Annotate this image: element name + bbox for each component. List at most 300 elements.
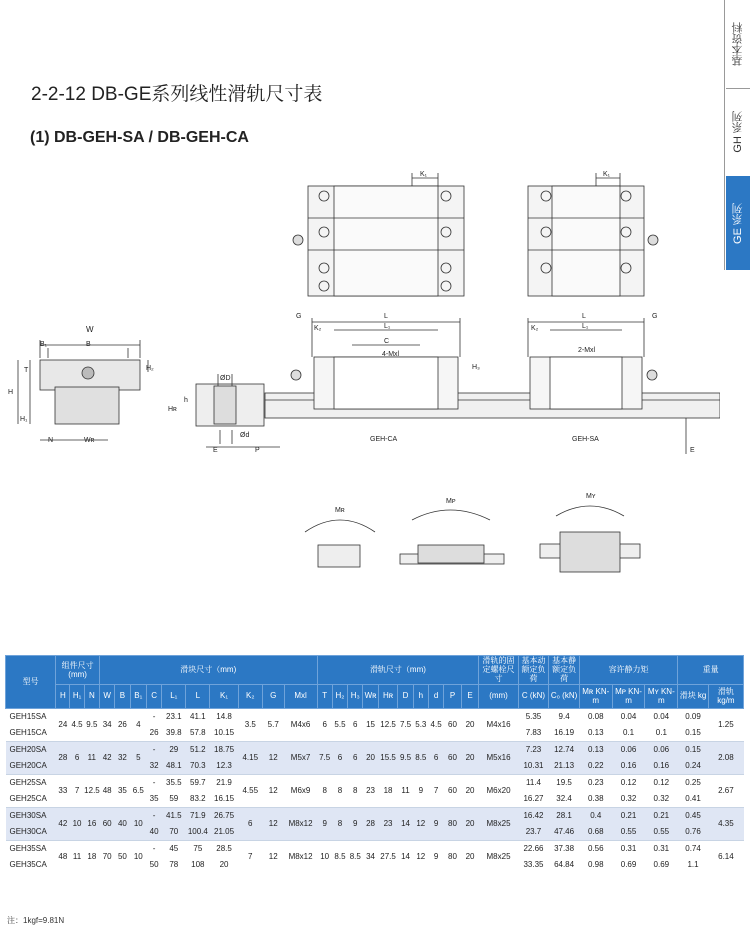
model-cell: GEH35SA bbox=[6, 840, 56, 857]
label-k1-left: K₁ bbox=[420, 171, 428, 178]
table-cell: M8x25 bbox=[479, 840, 518, 873]
table-cell: 7.5 bbox=[317, 741, 332, 774]
label-mp: Mᴘ bbox=[446, 498, 456, 505]
table-cell: 0.06 bbox=[645, 741, 678, 758]
table-cell: 57.8 bbox=[190, 728, 206, 738]
table-cell: 4 bbox=[130, 708, 146, 741]
table-cell: 0.74 bbox=[678, 840, 709, 857]
table-cell: 41.1 bbox=[186, 708, 210, 725]
table-cell: 4.5 bbox=[428, 708, 443, 741]
label-l1-left: L₁ bbox=[384, 323, 391, 330]
table-cell: 16.15 bbox=[214, 794, 235, 804]
table-cell: 10.31 bbox=[518, 758, 549, 775]
table-cell: 9 bbox=[428, 840, 443, 873]
label-h1: H₁ bbox=[20, 416, 28, 423]
table-cell: 10 bbox=[70, 807, 84, 840]
table-cell: 9 bbox=[428, 807, 443, 840]
table-cell: 1.25 bbox=[708, 708, 743, 741]
table-cell: 48 bbox=[100, 774, 115, 807]
header-block: 滑块尺寸（mm) bbox=[100, 656, 318, 685]
model-cell: GEH15SA bbox=[6, 708, 56, 725]
model-cell: GEH35CA bbox=[9, 860, 47, 870]
table-cell: 16.19 bbox=[554, 728, 575, 738]
table-cell: 12 bbox=[413, 807, 428, 840]
table-cell: 34 bbox=[363, 840, 378, 873]
table-cell: 35 bbox=[149, 794, 159, 804]
spec-table-body bbox=[6, 708, 744, 873]
table-cell: 0.21 bbox=[612, 807, 645, 824]
table-cell: 0.21 bbox=[645, 807, 678, 824]
table-cell: 20 bbox=[363, 741, 378, 774]
column-header: W bbox=[100, 684, 115, 708]
side-view bbox=[265, 318, 720, 454]
label-hr: Hʀ bbox=[168, 406, 177, 413]
table-cell: 4.15 bbox=[238, 741, 262, 774]
table-cell: 9.4 bbox=[549, 708, 580, 725]
table-cell: 12 bbox=[262, 807, 284, 840]
table-cell: 45 bbox=[162, 840, 186, 857]
table-cell: 20 bbox=[461, 708, 479, 741]
table-cell: 10.15 bbox=[214, 728, 235, 738]
model-cell: GEH25CA bbox=[9, 794, 47, 804]
label-e-left: E bbox=[213, 447, 218, 454]
table-cell: 0.24 bbox=[678, 758, 709, 775]
table-cell: 16.27 bbox=[523, 794, 544, 804]
label-c: C bbox=[384, 338, 390, 345]
model-cell: GEH20CA bbox=[6, 758, 56, 775]
table-cell: 0.32 bbox=[620, 794, 637, 804]
table-cell: 9 bbox=[413, 774, 428, 807]
table-cell: 15.5 bbox=[378, 741, 398, 774]
tab-basic-info[interactable] bbox=[726, 0, 750, 89]
table-cell: 9.5 bbox=[398, 741, 413, 774]
column-header: Wʀ bbox=[363, 684, 378, 708]
table-cell: 39.8 bbox=[166, 728, 182, 738]
table-cell: 42 bbox=[100, 741, 115, 774]
table-cell: 7.23 bbox=[518, 741, 549, 758]
table-cell: 0.15 bbox=[678, 741, 709, 758]
table-cell: 5.7 bbox=[262, 708, 284, 741]
label-geh-sa: GEH-SA bbox=[572, 436, 599, 443]
table-cell: 0.16 bbox=[612, 758, 645, 775]
table-cell: 28.5 bbox=[210, 840, 238, 857]
model-cell: GEH30SA bbox=[6, 807, 56, 824]
label-geh-ca: GEH-CA bbox=[370, 436, 398, 443]
header-assembly: 组件尺寸 (mm) bbox=[56, 656, 100, 685]
label-e-right: E bbox=[690, 447, 695, 454]
table-cell: 48 bbox=[56, 840, 70, 873]
model-cell: GEH30CA bbox=[6, 824, 56, 841]
tab-label: GH 系列 bbox=[732, 111, 744, 153]
table-cell: M5x7 bbox=[284, 741, 317, 774]
front-section-view bbox=[18, 340, 148, 440]
table-cell: 7.5 bbox=[398, 708, 413, 741]
table-cell: M6x20 bbox=[479, 774, 518, 807]
table-cell: M8x25 bbox=[479, 807, 518, 840]
table-cell: 23.7 bbox=[518, 824, 549, 841]
table-cell: 0.15 bbox=[685, 728, 701, 738]
table-cell: 0.55 bbox=[645, 824, 678, 841]
header-dyn: 基本动额定负荷 bbox=[518, 656, 549, 685]
table-cell: 32 bbox=[146, 758, 161, 775]
column-header: Mʀ KN-m bbox=[579, 684, 612, 708]
table-cell: 28 bbox=[363, 807, 378, 840]
column-header: L bbox=[186, 684, 210, 708]
table-cell: 33 bbox=[56, 774, 70, 807]
table-cell: 6 bbox=[348, 708, 363, 741]
top-view-ca bbox=[293, 173, 464, 296]
table-cell: 59 bbox=[169, 794, 179, 804]
moment-my-diagram bbox=[540, 506, 640, 572]
table-cell: 3.5 bbox=[238, 708, 262, 741]
column-header: N bbox=[84, 684, 99, 708]
table-cell: 70.3 bbox=[186, 758, 210, 775]
table-cell: 0.22 bbox=[579, 758, 612, 775]
table-cell: 4.5 bbox=[70, 708, 84, 741]
header-model: 型号 bbox=[6, 656, 56, 709]
column-header: B bbox=[115, 684, 130, 708]
table-cell: M6x9 bbox=[284, 774, 317, 807]
table-cell: 21.05 bbox=[210, 824, 238, 841]
model-cell: GEH20SA bbox=[6, 741, 56, 758]
table-cell: 50 bbox=[115, 840, 130, 873]
footnote: 注：1kgf=9.81N bbox=[7, 916, 65, 925]
column-header: 滑轨 kg/m bbox=[708, 684, 743, 708]
table-cell: 0.55 bbox=[612, 824, 645, 841]
column-header: G bbox=[262, 684, 284, 708]
table-cell: 26.75 bbox=[210, 807, 238, 824]
table-cell: 50 bbox=[149, 860, 159, 870]
table-cell: 18.75 bbox=[210, 741, 238, 758]
label-od-bottom: Ød bbox=[240, 432, 250, 439]
table-cell: 0.09 bbox=[678, 708, 709, 725]
table-cell: 83.2 bbox=[190, 794, 206, 804]
side-tabs bbox=[724, 0, 750, 270]
table-cell: 35 bbox=[115, 774, 130, 807]
column-header: d bbox=[428, 684, 443, 708]
table-cell: 0.41 bbox=[685, 794, 701, 804]
table-cell: 78 bbox=[169, 860, 179, 870]
label-g-left: G bbox=[296, 313, 302, 320]
table-cell: 0.32 bbox=[653, 794, 670, 804]
table-cell: 23 bbox=[363, 774, 378, 807]
table-cell: 0.1 bbox=[622, 728, 635, 738]
page-title: 2-2-12 DB-GE系列线性滑轨尺寸表 bbox=[31, 84, 323, 105]
table-cell: 28 bbox=[56, 741, 70, 774]
table-cell: 48.1 bbox=[162, 758, 186, 775]
table-cell: 33.35 bbox=[523, 860, 544, 870]
table-row bbox=[6, 708, 744, 725]
header-weight: 重量 bbox=[678, 656, 744, 685]
label-4-mxl: 4-Mxl bbox=[382, 351, 400, 358]
table-cell: 8 bbox=[348, 774, 363, 807]
model-cell: GEH15CA bbox=[9, 728, 47, 738]
table-cell: 20 bbox=[461, 807, 479, 840]
section-title: (1) DB-GEH-SA / DB-GEH-CA bbox=[30, 129, 249, 146]
column-header: E bbox=[461, 684, 479, 708]
label-h-small: h bbox=[184, 397, 188, 404]
table-cell: 40 bbox=[115, 807, 130, 840]
label-l1-right: L₁ bbox=[582, 323, 589, 330]
table-cell: 8.5 bbox=[348, 840, 363, 873]
table-cell: 40 bbox=[146, 824, 161, 841]
table-cell: 6 bbox=[348, 741, 363, 774]
label-l-left: L bbox=[384, 313, 388, 320]
table-row bbox=[6, 807, 744, 824]
table-cell: 1.1 bbox=[687, 860, 699, 870]
header-column-row bbox=[6, 684, 744, 708]
column-header: C (kN) bbox=[518, 684, 549, 708]
column-header: C₀ (kN) bbox=[549, 684, 580, 708]
table-cell: - bbox=[146, 840, 161, 857]
table-cell: 0.12 bbox=[612, 774, 645, 791]
column-header: K₁ bbox=[210, 684, 238, 708]
table-cell: 60 bbox=[444, 741, 461, 774]
table-cell: 2.67 bbox=[708, 774, 743, 807]
table-cell: 28.1 bbox=[549, 807, 580, 824]
column-header: D bbox=[398, 684, 413, 708]
table-cell: 23.1 bbox=[162, 708, 186, 725]
table-cell: 6 bbox=[238, 807, 262, 840]
table-cell: 42 bbox=[56, 807, 70, 840]
table-cell: 6 bbox=[70, 741, 84, 774]
table-cell: 12 bbox=[262, 774, 284, 807]
table-row bbox=[6, 774, 744, 791]
table-cell: 0.08 bbox=[579, 708, 612, 725]
table-cell: 14 bbox=[398, 840, 413, 873]
table-cell: 0.31 bbox=[645, 840, 678, 857]
column-header: (mm) bbox=[479, 684, 518, 708]
table-cell: 70 bbox=[100, 840, 115, 873]
table-cell: 0.06 bbox=[612, 741, 645, 758]
header-bolt: 滑轨的固定螺栓尺寸 bbox=[479, 656, 518, 685]
table-cell: 64.84 bbox=[554, 860, 575, 870]
column-header: Mʏ KN-m bbox=[645, 684, 678, 708]
table-cell: - bbox=[146, 807, 161, 824]
table-cell: 26 bbox=[149, 728, 159, 738]
table-cell: 0.1 bbox=[655, 728, 667, 738]
table-cell: M4x6 bbox=[284, 708, 317, 741]
table-cell: 0.56 bbox=[579, 840, 612, 857]
label-k2-left: K₂ bbox=[314, 325, 322, 332]
table-cell: 8 bbox=[332, 774, 347, 807]
column-header: C bbox=[146, 684, 161, 708]
model-cell: GEH25SA bbox=[6, 774, 56, 791]
table-cell: 20 bbox=[461, 840, 479, 873]
header-group-row bbox=[6, 656, 744, 685]
table-cell: 15 bbox=[363, 708, 378, 741]
table-cell: 19.5 bbox=[549, 774, 580, 791]
column-header: 滑块 kg bbox=[678, 684, 709, 708]
table-cell: 41.5 bbox=[162, 807, 186, 824]
tab-gh-series[interactable] bbox=[726, 88, 750, 176]
table-cell: 5.3 bbox=[413, 708, 428, 741]
table-cell: 22.66 bbox=[518, 840, 549, 857]
table-cell: 0.23 bbox=[579, 774, 612, 791]
label-b1: B₁ bbox=[40, 341, 48, 348]
header-rail: 滑轨尺寸（mm) bbox=[317, 656, 479, 685]
table-cell: 4.35 bbox=[708, 807, 743, 840]
table-cell: 14 bbox=[398, 807, 413, 840]
column-header: L₁ bbox=[162, 684, 186, 708]
table-cell: 11.4 bbox=[518, 774, 549, 791]
table-cell: 51.2 bbox=[186, 741, 210, 758]
table-cell: 0.4 bbox=[579, 807, 612, 824]
column-header: K₂ bbox=[238, 684, 262, 708]
table-cell: 0.12 bbox=[645, 774, 678, 791]
table-cell: 2.08 bbox=[708, 741, 743, 774]
top-view-sa bbox=[528, 173, 658, 296]
label-mr: Mʀ bbox=[335, 507, 345, 514]
table-cell: 9.5 bbox=[84, 708, 99, 741]
table-cell: 59.7 bbox=[186, 774, 210, 791]
label-h3: H₃ bbox=[472, 364, 480, 371]
table-cell: 60 bbox=[100, 807, 115, 840]
table-cell: 12.5 bbox=[378, 708, 398, 741]
label-t: T bbox=[24, 367, 29, 374]
technical-drawing bbox=[0, 150, 720, 580]
table-cell: - bbox=[146, 708, 161, 725]
table-cell: 7.83 bbox=[525, 728, 542, 738]
label-l-right: L bbox=[582, 313, 586, 320]
table-cell: 0.31 bbox=[612, 840, 645, 857]
label-w: W bbox=[86, 325, 94, 334]
table-cell: 12.3 bbox=[210, 758, 238, 775]
table-cell: 0.13 bbox=[587, 728, 604, 738]
moment-mr-diagram bbox=[305, 520, 375, 567]
column-header: h bbox=[413, 684, 428, 708]
table-cell: 12.74 bbox=[549, 741, 580, 758]
header-stat: 基本静额定负荷 bbox=[549, 656, 580, 685]
table-cell: 12 bbox=[413, 840, 428, 873]
label-h: H bbox=[8, 389, 14, 396]
table-cell: 0.25 bbox=[678, 774, 709, 791]
table-cell: 5.5 bbox=[332, 708, 347, 741]
tab-label: GE 系列 bbox=[732, 202, 744, 244]
column-header: Mxl bbox=[284, 684, 317, 708]
table-cell: 6 bbox=[332, 741, 347, 774]
header-moment: 容许静力矩 bbox=[579, 656, 677, 685]
label-g-right: G bbox=[652, 313, 658, 320]
table-cell: 47.46 bbox=[549, 824, 580, 841]
table-cell: 24 bbox=[56, 708, 70, 741]
table-cell: 0.68 bbox=[579, 824, 612, 841]
table-cell: 5.35 bbox=[518, 708, 549, 725]
table-cell: 10 bbox=[317, 840, 332, 873]
column-header: H₂ bbox=[332, 684, 347, 708]
table-cell: 6.5 bbox=[130, 774, 146, 807]
table-cell: 5 bbox=[130, 741, 146, 774]
label-k1-right: K₁ bbox=[603, 171, 611, 178]
table-cell: 20 bbox=[461, 741, 479, 774]
table-cell: M8x12 bbox=[284, 840, 317, 873]
table-cell: 21.13 bbox=[549, 758, 580, 775]
moment-mp-diagram bbox=[400, 510, 504, 564]
table-cell: 6 bbox=[317, 708, 332, 741]
table-cell: 8 bbox=[317, 774, 332, 807]
table-cell: 20 bbox=[461, 774, 479, 807]
label-k2-right: K₂ bbox=[531, 325, 539, 332]
tab-ge-series[interactable] bbox=[726, 176, 750, 270]
table-cell: 7 bbox=[238, 840, 262, 873]
table-cell: 0.04 bbox=[612, 708, 645, 725]
table-row bbox=[6, 840, 744, 857]
column-header: P bbox=[444, 684, 461, 708]
table-cell: 6.14 bbox=[708, 840, 743, 873]
column-header: H₃ bbox=[348, 684, 363, 708]
table-cell: 108 bbox=[191, 860, 205, 870]
table-cell: 21.9 bbox=[210, 774, 238, 791]
column-header: H bbox=[56, 684, 70, 708]
table-cell: 80 bbox=[444, 807, 461, 840]
label-my: Mʏ bbox=[586, 493, 596, 500]
table-cell: 11 bbox=[398, 774, 413, 807]
table-cell: 32.4 bbox=[556, 794, 572, 804]
table-cell: 0.98 bbox=[587, 860, 604, 870]
label-2-mxl: 2-Mxl bbox=[578, 347, 596, 354]
table-cell: 10 bbox=[130, 840, 146, 873]
label-wr: Wʀ bbox=[84, 437, 95, 444]
table-cell: 12 bbox=[262, 840, 284, 873]
table-cell: - bbox=[146, 741, 161, 758]
table-cell: 0.13 bbox=[579, 741, 612, 758]
table-cell: 35.5 bbox=[162, 774, 186, 791]
table-cell: 12 bbox=[262, 741, 284, 774]
table-cell: 26 bbox=[115, 708, 130, 741]
table-cell: M4x16 bbox=[479, 708, 518, 741]
table-cell: 7 bbox=[70, 774, 84, 807]
table-cell: 60 bbox=[444, 774, 461, 807]
table-cell: 27.5 bbox=[378, 840, 398, 873]
table-cell: 100.4 bbox=[186, 824, 210, 841]
column-header: Mᴘ KN-m bbox=[612, 684, 645, 708]
table-cell: 70 bbox=[162, 824, 186, 841]
table-cell: M5x16 bbox=[479, 741, 518, 774]
table-cell: 9 bbox=[348, 807, 363, 840]
table-cell: 10 bbox=[130, 807, 146, 840]
table-cell: 60 bbox=[444, 708, 461, 741]
table-cell: 0.76 bbox=[678, 824, 709, 841]
label-h2: H₂ bbox=[146, 365, 154, 372]
label-od-top: ØD bbox=[220, 375, 231, 382]
table-cell: 0.45 bbox=[678, 807, 709, 824]
table-cell: 20 bbox=[219, 860, 229, 870]
table-cell: - bbox=[146, 774, 161, 791]
table-cell: 0.38 bbox=[587, 794, 604, 804]
column-header: H₁ bbox=[70, 684, 84, 708]
table-cell: 75 bbox=[186, 840, 210, 857]
table-cell: 37.38 bbox=[549, 840, 580, 857]
table-cell: 80 bbox=[444, 840, 461, 873]
table-cell: 8.5 bbox=[413, 741, 428, 774]
table-cell: 32 bbox=[115, 741, 130, 774]
table-cell: 0.16 bbox=[645, 758, 678, 775]
table-cell: 0.69 bbox=[653, 860, 670, 870]
table-cell: 6 bbox=[428, 741, 443, 774]
table-cell: 16.42 bbox=[518, 807, 549, 824]
table-cell: 9 bbox=[317, 807, 332, 840]
table-cell: 4.55 bbox=[238, 774, 262, 807]
table-cell: 12.5 bbox=[84, 774, 99, 807]
table-cell: 16 bbox=[84, 807, 99, 840]
column-header: Hʀ bbox=[378, 684, 398, 708]
column-header: T bbox=[317, 684, 332, 708]
table-cell: 23 bbox=[378, 807, 398, 840]
table-cell: 0.04 bbox=[645, 708, 678, 725]
column-header: B₁ bbox=[130, 684, 146, 708]
table-cell: 11 bbox=[70, 840, 84, 873]
table-cell: 7 bbox=[428, 774, 443, 807]
